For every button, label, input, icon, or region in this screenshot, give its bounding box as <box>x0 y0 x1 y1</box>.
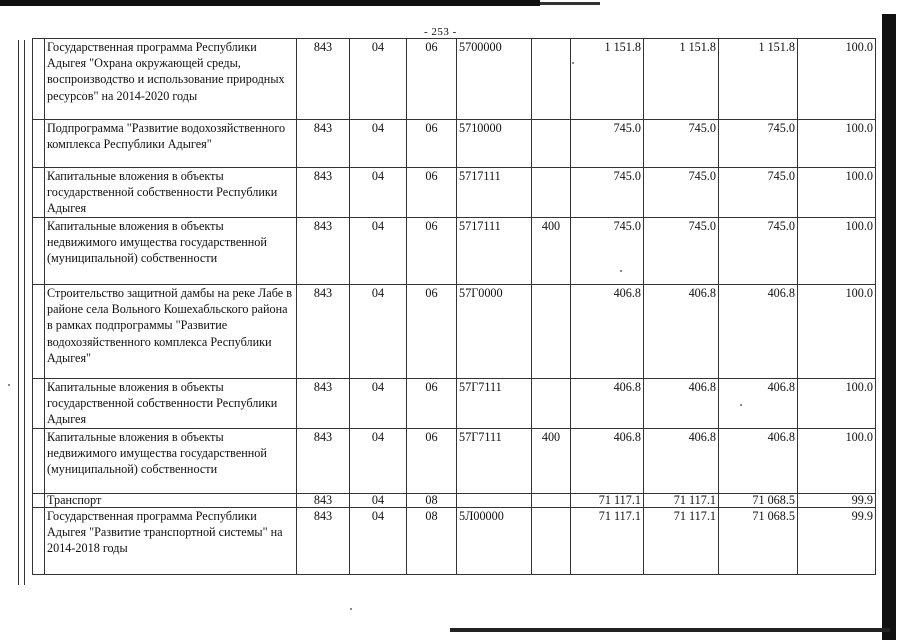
target-article-cell: 5717111 <box>457 218 532 285</box>
row-marker-cell <box>33 507 45 574</box>
percent-cell: 100.0 <box>798 428 876 493</box>
budget-table <box>32 38 876 575</box>
table-row <box>33 493 876 507</box>
target-article-cell <box>457 493 532 507</box>
target-article-cell: 5Л00000 <box>457 507 532 574</box>
subsection-code-cell: 06 <box>407 218 457 285</box>
subsection-code-cell: 06 <box>407 285 457 379</box>
subsection-code-cell: 06 <box>407 428 457 493</box>
row-marker-cell <box>33 285 45 379</box>
scan-speck <box>8 384 10 386</box>
table-row <box>33 39 876 120</box>
scan-edge-top-tail <box>540 2 600 5</box>
amount-cell: 406.8 <box>719 428 798 493</box>
amount-cell: 745.0 <box>571 120 644 168</box>
row-marker-cell <box>33 428 45 493</box>
table-row <box>33 507 876 574</box>
admin-code-cell: 843 <box>297 168 350 218</box>
subsection-code-cell: 06 <box>407 168 457 218</box>
amount-cell: 1 151.8 <box>719 39 798 120</box>
table-row <box>33 285 876 379</box>
percent-cell: 100.0 <box>798 379 876 429</box>
section-code-cell: 04 <box>350 168 407 218</box>
amount-cell: 71 068.5 <box>719 493 798 507</box>
expense-type-cell <box>532 39 571 120</box>
admin-code-cell: 843 <box>297 379 350 429</box>
target-article-cell: 5700000 <box>457 39 532 120</box>
amount-cell: 71 117.1 <box>571 507 644 574</box>
row-marker-cell <box>33 493 45 507</box>
percent-cell: 100.0 <box>798 218 876 285</box>
scan-edge-bottom <box>450 628 890 632</box>
target-article-cell: 57Г7111 <box>457 379 532 429</box>
admin-code-cell: 843 <box>297 285 350 379</box>
target-article-cell: 5717111 <box>457 168 532 218</box>
expense-type-cell <box>532 493 571 507</box>
amount-cell: 71 117.1 <box>644 493 719 507</box>
section-code-cell: 04 <box>350 428 407 493</box>
page-number: - 253 - <box>424 26 457 38</box>
subsection-code-cell: 08 <box>407 493 457 507</box>
amount-cell: 745.0 <box>644 168 719 218</box>
margin-rule <box>18 40 19 585</box>
expense-type-cell <box>532 285 571 379</box>
percent-cell: 100.0 <box>798 39 876 120</box>
scan-speck <box>740 404 742 406</box>
item-name-cell: Капитальные вложения в объекты государственной собственности Республики Адыгея <box>45 379 297 429</box>
amount-cell: 745.0 <box>719 120 798 168</box>
admin-code-cell: 843 <box>297 39 350 120</box>
amount-cell: 745.0 <box>571 218 644 285</box>
percent-cell: 100.0 <box>798 285 876 379</box>
amount-cell: 745.0 <box>644 218 719 285</box>
table-row <box>33 379 876 429</box>
amount-cell: 406.8 <box>719 285 798 379</box>
row-marker-cell <box>33 379 45 429</box>
amount-cell: 1 151.8 <box>571 39 644 120</box>
table-row <box>33 218 876 285</box>
amount-cell: 745.0 <box>719 218 798 285</box>
table-row <box>33 120 876 168</box>
admin-code-cell: 843 <box>297 120 350 168</box>
expense-type-cell: 400 <box>532 428 571 493</box>
section-code-cell: 04 <box>350 285 407 379</box>
amount-cell: 745.0 <box>644 120 719 168</box>
target-article-cell: 57Г0000 <box>457 285 532 379</box>
item-name-cell: Подпрограмма "Развитие водохозяйственного комплекса Республики Адыгея" <box>45 120 297 168</box>
amount-cell: 406.8 <box>644 428 719 493</box>
scan-speck <box>572 62 574 64</box>
scan-edge-right <box>882 14 896 640</box>
amount-cell: 406.8 <box>644 285 719 379</box>
item-name-cell: Строительство защитной дамбы на реке Лабе в районе села Вольного Кошехабльского района в рамках подпрограммы "Развитие водохозяйственного комплекса Республики Адыгея" <box>45 285 297 379</box>
amount-cell: 406.8 <box>571 285 644 379</box>
item-name-cell: Государственная программа Республики Адыгея "Развитие транспортной системы" на 2014-2018 годы <box>45 507 297 574</box>
percent-cell: 100.0 <box>798 168 876 218</box>
amount-cell: 745.0 <box>571 168 644 218</box>
section-code-cell: 04 <box>350 493 407 507</box>
section-code-cell: 04 <box>350 39 407 120</box>
item-name-cell: Транспорт <box>45 493 297 507</box>
margin-rule-inner <box>24 40 25 585</box>
subsection-code-cell: 06 <box>407 379 457 429</box>
scan-speck <box>350 608 352 610</box>
section-code-cell: 04 <box>350 218 407 285</box>
amount-cell: 71 068.5 <box>719 507 798 574</box>
expense-type-cell <box>532 507 571 574</box>
item-name-cell: Государственная программа Республики Адыгея "Охрана окружающей среды, воспроизводство и использование природных ресурсов" на 2014-2020 годы <box>45 39 297 120</box>
admin-code-cell: 843 <box>297 218 350 285</box>
amount-cell: 406.8 <box>571 379 644 429</box>
scan-edge-top <box>0 0 540 6</box>
section-code-cell: 04 <box>350 379 407 429</box>
target-article-cell: 57Г7111 <box>457 428 532 493</box>
amount-cell: 1 151.8 <box>644 39 719 120</box>
admin-code-cell: 843 <box>297 493 350 507</box>
admin-code-cell: 843 <box>297 428 350 493</box>
percent-cell: 99.9 <box>798 507 876 574</box>
item-name-cell: Капитальные вложения в объекты недвижимого имущества государственной (муниципальной) собственности <box>45 218 297 285</box>
target-article-cell: 5710000 <box>457 120 532 168</box>
amount-cell: 71 117.1 <box>644 507 719 574</box>
row-marker-cell <box>33 168 45 218</box>
amount-cell: 71 117.1 <box>571 493 644 507</box>
admin-code-cell: 843 <box>297 507 350 574</box>
percent-cell: 100.0 <box>798 120 876 168</box>
scan-speck <box>620 270 622 272</box>
expense-type-cell: 400 <box>532 218 571 285</box>
table-row <box>33 428 876 493</box>
subsection-code-cell: 06 <box>407 120 457 168</box>
item-name-cell: Капитальные вложения в объекты государственной собственности Республики Адыгея <box>45 168 297 218</box>
row-marker-cell <box>33 39 45 120</box>
section-code-cell: 04 <box>350 507 407 574</box>
section-code-cell: 04 <box>350 120 407 168</box>
expense-type-cell <box>532 120 571 168</box>
row-marker-cell <box>33 218 45 285</box>
item-name-cell: Капитальные вложения в объекты недвижимого имущества государственной (муниципальной) собственности <box>45 428 297 493</box>
subsection-code-cell: 06 <box>407 39 457 120</box>
expense-type-cell <box>532 168 571 218</box>
expense-type-cell <box>532 379 571 429</box>
row-marker-cell <box>33 120 45 168</box>
amount-cell: 406.8 <box>644 379 719 429</box>
percent-cell: 99.9 <box>798 493 876 507</box>
amount-cell: 406.8 <box>571 428 644 493</box>
amount-cell: 745.0 <box>719 168 798 218</box>
subsection-code-cell: 08 <box>407 507 457 574</box>
amount-cell: 406.8 <box>719 379 798 429</box>
table-row <box>33 168 876 218</box>
